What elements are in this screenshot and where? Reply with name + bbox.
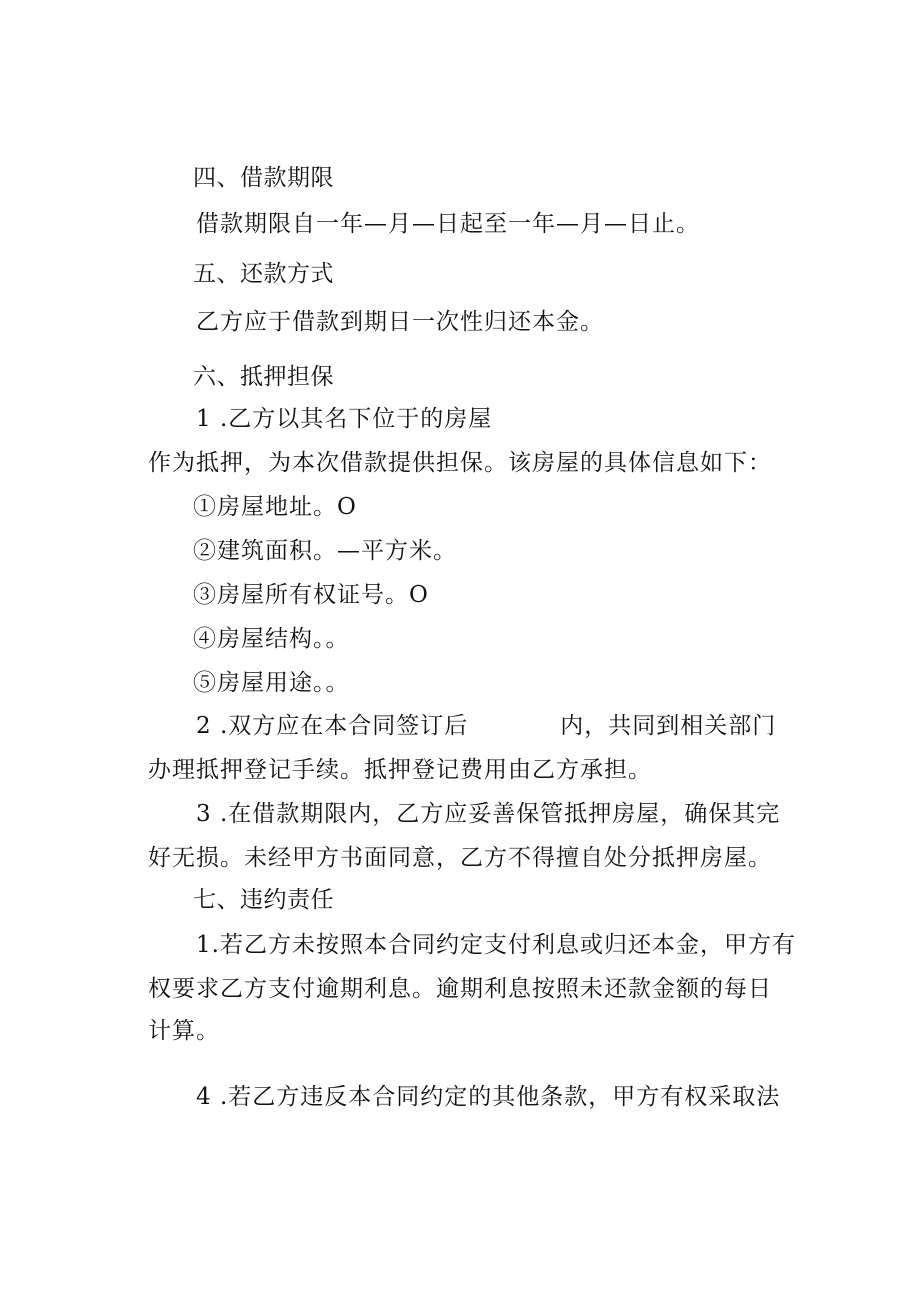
section-7-item-4-line-1: 4 .若乙方违反本合同约定的其他条款，甲方有权采取法 (196, 1084, 781, 1110)
property-detail-certificate: ③房屋所有权证号。O (193, 582, 429, 608)
section-5-heading: 五、还款方式 (193, 261, 334, 287)
property-detail-usage: ⑤房屋用途。。 (193, 670, 350, 696)
section-6-item-1-line-2: 作为抵押，为本次借款提供担保。该房屋的具体信息如下： (148, 450, 772, 476)
section-6-item-2-line-1 (196, 711, 776, 741)
section-7-item-1-line-2: 权要求乙方支付逾期利息。逾期利息按照未还款金额的每日 (148, 976, 772, 1002)
section-7-item-1-line-1: 1.若乙方未按照本合同约定支付利息或归还本金，甲方有 (196, 932, 796, 958)
section-6-item-2-part-b: 内，共同到相关部门 (560, 713, 777, 739)
section-6-item-3-line-1: 3 .在借款期限内，乙方应妥善保管抵押房屋，确保其完 (196, 801, 781, 827)
section-7-item-1-line-3: 计算。 (148, 1018, 220, 1044)
property-detail-area: ②建筑面积。—平方米。 (193, 538, 457, 564)
section-6-item-2-line-2: 办理抵押登记手续。抵押登记费用由乙方承担。 (148, 757, 652, 783)
property-detail-address: ①房屋地址。O (193, 494, 357, 520)
section-6-item-3-line-2: 好无损。未经甲方书面同意，乙方不得擅自处分抵押房屋。 (148, 845, 772, 871)
section-6-item-2-part-a: 2 .双方应在本合同签订后 (196, 713, 469, 739)
section-7-heading: 七、违约责任 (193, 887, 334, 913)
property-detail-structure: ④房屋结构。。 (193, 626, 350, 652)
section-4-heading: 四、借款期限 (193, 165, 334, 191)
section-4-body: 借款期限自一年—月—日起至一年—月—日止。 (196, 211, 700, 237)
section-6-item-1-line-1: 1 .乙方以其名下位于的房屋 (196, 406, 493, 432)
section-5-body: 乙方应于借款到期日一次性归还本金。 (196, 309, 604, 335)
section-6-heading: 六、抵押担保 (193, 364, 334, 390)
